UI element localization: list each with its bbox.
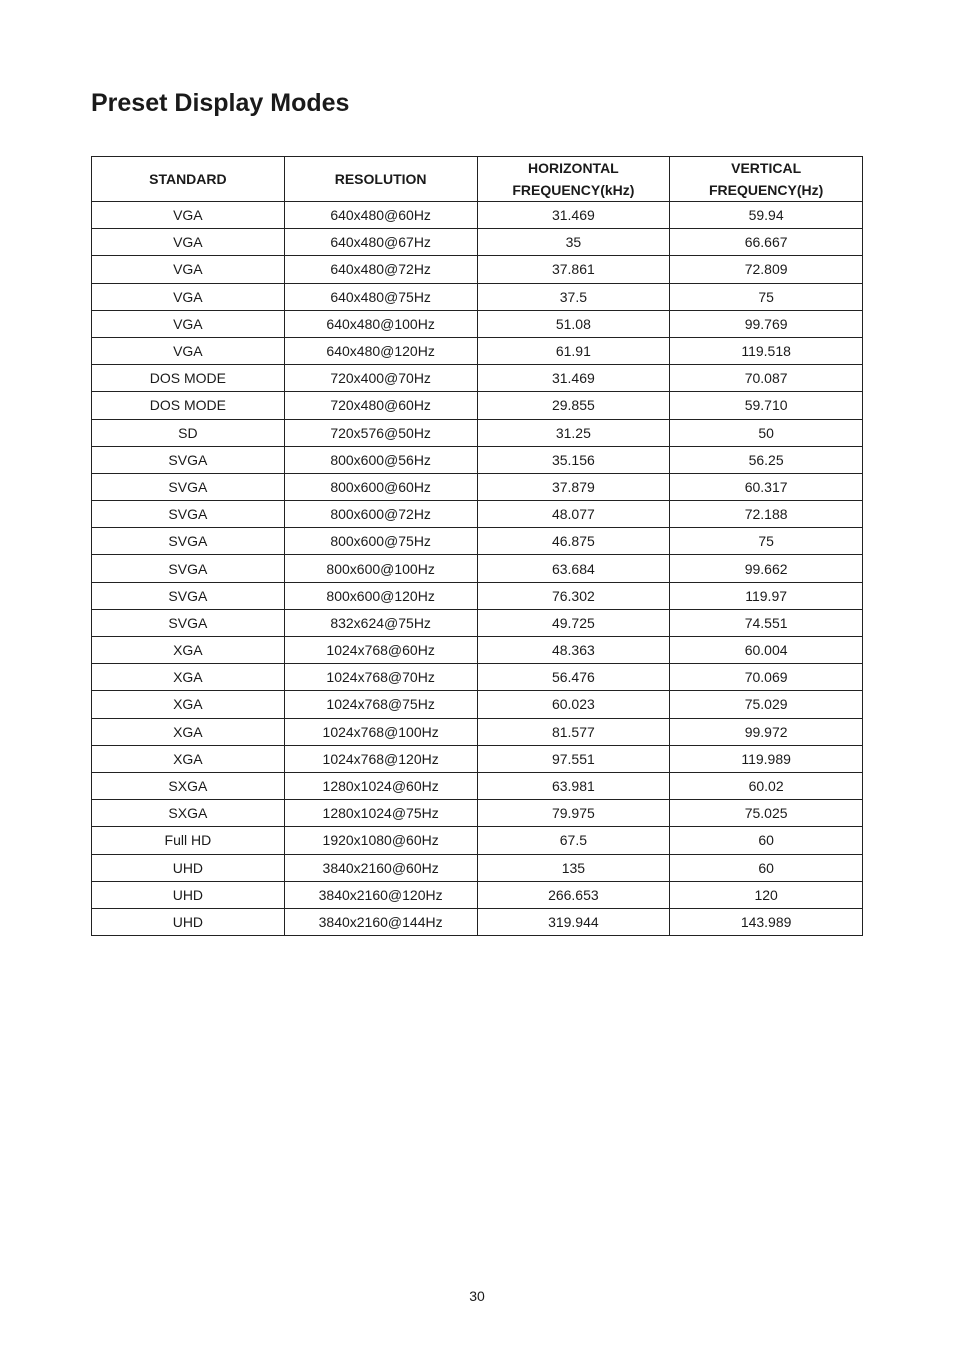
table-row xyxy=(92,473,863,500)
standard-cell: SVGA xyxy=(92,501,285,528)
table-row xyxy=(92,908,863,935)
resolution-cell: 640x480@72Hz xyxy=(284,256,477,283)
resolution-cell: 640x480@60Hz xyxy=(284,202,477,229)
resolution-cell: 1280x1024@60Hz xyxy=(284,772,477,799)
vertical-frequency-cell: 119.989 xyxy=(670,745,863,772)
page-number: 30 xyxy=(469,1288,485,1304)
horizontal-frequency-cell: 35 xyxy=(477,229,670,256)
horizontal-frequency-cell: 51.08 xyxy=(477,310,670,337)
standard-cell: UHD xyxy=(92,854,285,881)
table-row xyxy=(92,827,863,854)
standard-cell: VGA xyxy=(92,337,285,364)
standard-cell: VGA xyxy=(92,256,285,283)
standard-cell: SXGA xyxy=(92,800,285,827)
resolution-cell: 800x600@60Hz xyxy=(284,473,477,500)
resolution-cell: 1024x768@100Hz xyxy=(284,718,477,745)
horizontal-frequency-cell: 266.653 xyxy=(477,881,670,908)
resolution-cell: 640x480@100Hz xyxy=(284,310,477,337)
horizontal-frequency-cell: 81.577 xyxy=(477,718,670,745)
vertical-frequency-cell: 143.989 xyxy=(670,908,863,935)
standard-cell: VGA xyxy=(92,310,285,337)
table-row xyxy=(92,691,863,718)
table-row xyxy=(92,528,863,555)
vertical-frequency-cell: 119.97 xyxy=(670,582,863,609)
preset-display-modes-table xyxy=(91,156,863,936)
horizontal-frequency-cell: 48.363 xyxy=(477,637,670,664)
vertical-frequency-cell: 50 xyxy=(670,419,863,446)
table-row xyxy=(92,772,863,799)
table-row xyxy=(92,501,863,528)
standard-cell: XGA xyxy=(92,691,285,718)
horizontal-frequency-cell: 76.302 xyxy=(477,582,670,609)
standard-cell: XGA xyxy=(92,718,285,745)
horizontal-frequency-cell: 48.077 xyxy=(477,501,670,528)
horizontal-frequency-cell: 49.725 xyxy=(477,609,670,636)
resolution-cell: 720x400@70Hz xyxy=(284,365,477,392)
standard-cell: VGA xyxy=(92,229,285,256)
horizontal-frequency-cell: 37.5 xyxy=(477,283,670,310)
standard-cell: UHD xyxy=(92,908,285,935)
resolution-cell: 3840x2160@144Hz xyxy=(284,908,477,935)
horizontal-frequency-cell: 31.25 xyxy=(477,419,670,446)
resolution-header xyxy=(284,157,477,202)
table-row xyxy=(92,310,863,337)
vertical-frequency-cell: 66.667 xyxy=(670,229,863,256)
resolution-cell: 1024x768@120Hz xyxy=(284,745,477,772)
standard-cell: XGA xyxy=(92,664,285,691)
table-row xyxy=(92,419,863,446)
horizontal-frequency-cell: 56.476 xyxy=(477,664,670,691)
vertical-frequency-cell: 59.94 xyxy=(670,202,863,229)
standard-cell: SVGA xyxy=(92,446,285,473)
vertical-frequency-cell: 120 xyxy=(670,881,863,908)
standard-cell: DOS MODE xyxy=(92,392,285,419)
table-row xyxy=(92,229,863,256)
vertical-frequency-cell: 74.551 xyxy=(670,609,863,636)
header-label-line: HORIZONTAL xyxy=(528,160,619,176)
standard-cell: SXGA xyxy=(92,772,285,799)
standard-cell: SVGA xyxy=(92,528,285,555)
resolution-cell: 640x480@75Hz xyxy=(284,283,477,310)
horizontal-frequency-cell: 63.981 xyxy=(477,772,670,799)
resolution-cell: 800x600@72Hz xyxy=(284,501,477,528)
horizontal-frequency-cell: 29.855 xyxy=(477,392,670,419)
header-label-line: STANDARD xyxy=(149,171,227,187)
horizontal-frequency-cell: 97.551 xyxy=(477,745,670,772)
table-row xyxy=(92,202,863,229)
horizontal-frequency-cell: 319.944 xyxy=(477,908,670,935)
vertical-frequency-cell: 70.087 xyxy=(670,365,863,392)
resolution-cell: 1024x768@75Hz xyxy=(284,691,477,718)
table-row xyxy=(92,256,863,283)
vertical-frequency-cell: 60 xyxy=(670,854,863,881)
table-row xyxy=(92,337,863,364)
standard-cell: UHD xyxy=(92,881,285,908)
header-label-line: FREQUENCY(Hz) xyxy=(708,182,824,198)
horizontal-frequency-cell: 35.156 xyxy=(477,446,670,473)
standard-cell: DOS MODE xyxy=(92,365,285,392)
horizontal-frequency-header xyxy=(477,157,670,202)
horizontal-frequency-cell: 37.879 xyxy=(477,473,670,500)
horizontal-frequency-cell: 135 xyxy=(477,854,670,881)
table-row xyxy=(92,283,863,310)
table-row xyxy=(92,365,863,392)
resolution-cell: 832x624@75Hz xyxy=(284,609,477,636)
standard-cell: SVGA xyxy=(92,473,285,500)
resolution-cell: 720x576@50Hz xyxy=(284,419,477,446)
standard-cell: XGA xyxy=(92,745,285,772)
standard-cell: Full HD xyxy=(92,827,285,854)
horizontal-frequency-cell: 31.469 xyxy=(477,202,670,229)
vertical-frequency-cell: 75.029 xyxy=(670,691,863,718)
standard-cell: SD xyxy=(92,419,285,446)
resolution-cell: 3840x2160@120Hz xyxy=(284,881,477,908)
standard-cell: XGA xyxy=(92,637,285,664)
table-row xyxy=(92,609,863,636)
table-row xyxy=(92,745,863,772)
vertical-frequency-cell: 99.972 xyxy=(670,718,863,745)
resolution-cell: 1024x768@60Hz xyxy=(284,637,477,664)
header-label-line: RESOLUTION xyxy=(334,171,427,187)
vertical-frequency-cell: 60 xyxy=(670,827,863,854)
vertical-frequency-cell: 99.662 xyxy=(670,555,863,582)
resolution-cell: 800x600@120Hz xyxy=(284,582,477,609)
vertical-frequency-cell: 56.25 xyxy=(670,446,863,473)
resolution-cell: 1280x1024@75Hz xyxy=(284,800,477,827)
vertical-frequency-cell: 99.769 xyxy=(670,310,863,337)
vertical-frequency-cell: 72.809 xyxy=(670,256,863,283)
standard-cell: SVGA xyxy=(92,582,285,609)
horizontal-frequency-cell: 37.861 xyxy=(477,256,670,283)
table-row xyxy=(92,881,863,908)
vertical-frequency-cell: 60.317 xyxy=(670,473,863,500)
horizontal-frequency-cell: 63.684 xyxy=(477,555,670,582)
table-row xyxy=(92,718,863,745)
horizontal-frequency-cell: 61.91 xyxy=(477,337,670,364)
resolution-cell: 720x480@60Hz xyxy=(284,392,477,419)
horizontal-frequency-cell: 31.469 xyxy=(477,365,670,392)
horizontal-frequency-cell: 67.5 xyxy=(477,827,670,854)
resolution-cell: 1920x1080@60Hz xyxy=(284,827,477,854)
resolution-cell: 3840x2160@60Hz xyxy=(284,854,477,881)
vertical-frequency-cell: 75.025 xyxy=(670,800,863,827)
header-label-line: FREQUENCY(kHz) xyxy=(512,182,635,198)
table-body xyxy=(92,202,863,936)
horizontal-frequency-cell: 79.975 xyxy=(477,800,670,827)
standard-header xyxy=(92,157,285,202)
standard-cell: VGA xyxy=(92,202,285,229)
table-header-row xyxy=(92,157,863,202)
standard-cell: SVGA xyxy=(92,609,285,636)
table-row xyxy=(92,582,863,609)
vertical-frequency-cell: 75 xyxy=(670,283,863,310)
vertical-frequency-cell: 70.069 xyxy=(670,664,863,691)
table-row xyxy=(92,446,863,473)
table-row xyxy=(92,800,863,827)
vertical-frequency-cell: 59.710 xyxy=(670,392,863,419)
standard-cell: SVGA xyxy=(92,555,285,582)
resolution-cell: 640x480@67Hz xyxy=(284,229,477,256)
vertical-frequency-cell: 72.188 xyxy=(670,501,863,528)
horizontal-frequency-cell: 46.875 xyxy=(477,528,670,555)
table-row xyxy=(92,555,863,582)
vertical-frequency-cell: 119.518 xyxy=(670,337,863,364)
resolution-cell: 800x600@56Hz xyxy=(284,446,477,473)
vertical-frequency-cell: 75 xyxy=(670,528,863,555)
standard-cell: VGA xyxy=(92,283,285,310)
header-label-line: VERTICAL xyxy=(731,160,802,176)
resolution-cell: 1024x768@70Hz xyxy=(284,664,477,691)
table-row xyxy=(92,392,863,419)
page-title: Preset Display Modes xyxy=(91,89,350,117)
vertical-frequency-cell: 60.004 xyxy=(670,637,863,664)
resolution-cell: 640x480@120Hz xyxy=(284,337,477,364)
resolution-cell: 800x600@100Hz xyxy=(284,555,477,582)
resolution-cell: 800x600@75Hz xyxy=(284,528,477,555)
table-row xyxy=(92,854,863,881)
table-row xyxy=(92,637,863,664)
vertical-frequency-cell: 60.02 xyxy=(670,772,863,799)
horizontal-frequency-cell: 60.023 xyxy=(477,691,670,718)
table-row xyxy=(92,664,863,691)
vertical-frequency-header xyxy=(670,157,863,202)
